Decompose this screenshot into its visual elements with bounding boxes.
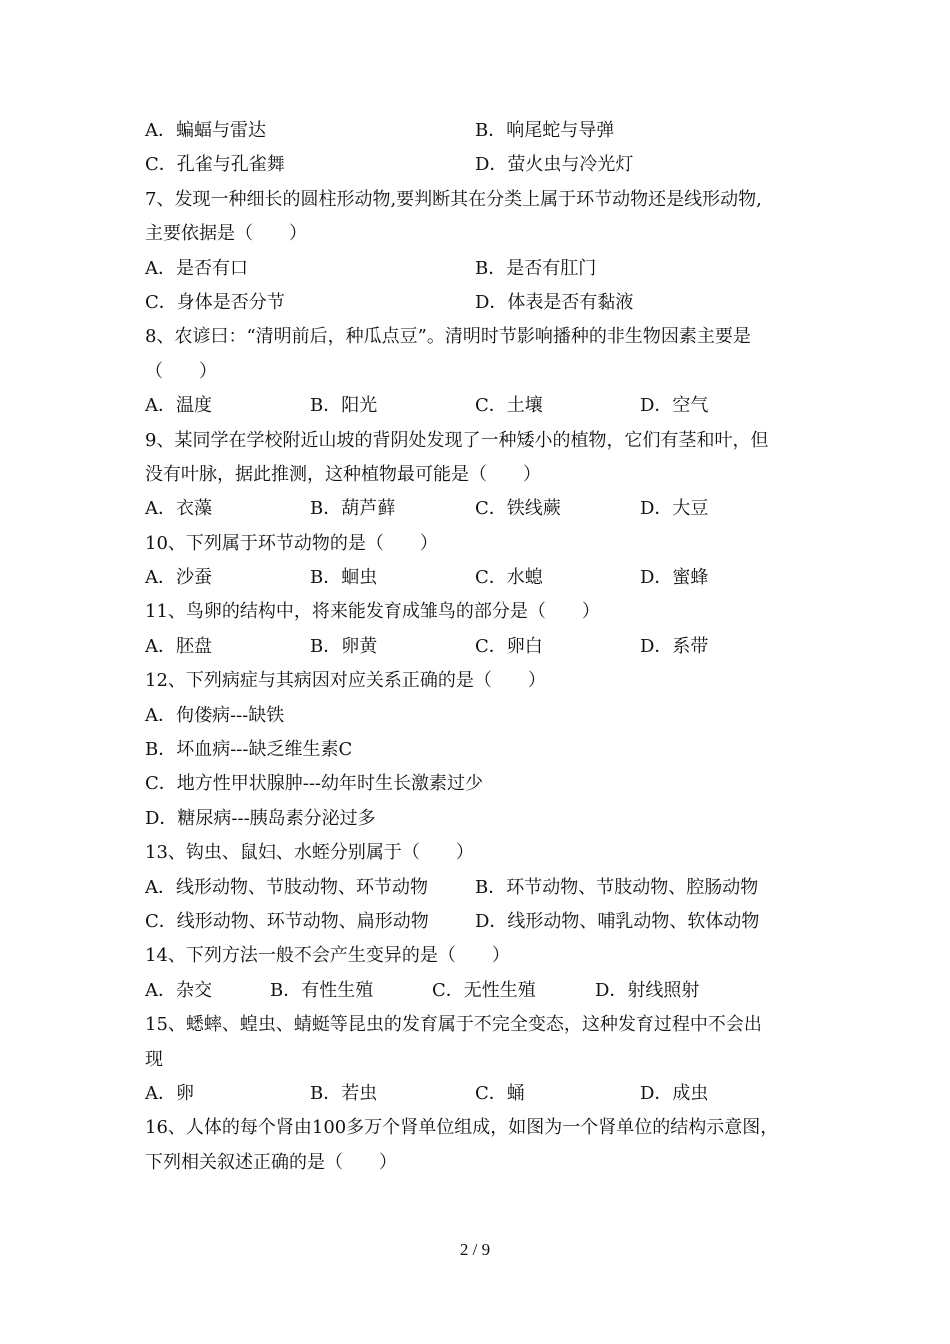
option-a: A．温度: [145, 395, 212, 417]
option-b: D．体表是否有黏液: [475, 291, 634, 313]
options-row: [145, 630, 815, 664]
question-text: 下列相关叙述正确的是（ ）: [145, 1151, 397, 1173]
question-text: 9、某同学在学校附近山坡的背阴处发现了一种矮小的植物，它们有茎和叶，但: [145, 429, 769, 451]
option-a: C．孔雀与孔雀舞: [145, 154, 285, 176]
question-text: C．地方性甲状腺肿---幼年时生长激素过少: [145, 773, 484, 795]
text-line: [145, 939, 815, 973]
option-c: C．卵白: [475, 635, 543, 657]
question-text: 15、蟋蟀、蝗虫、蜻蜓等昆虫的发育属于不完全变态，这种发育过程中不会出: [145, 1014, 762, 1036]
text-line: [145, 664, 815, 698]
options-row: [145, 974, 815, 1008]
option-a: A．蝙蝠与雷达: [145, 120, 266, 141]
option-b: B．蛔虫: [310, 567, 378, 589]
options-row: [145, 286, 815, 320]
question-text: 8、农谚曰：“清明前后，种瓜点豆”。清明时节影响播种的非生物因素主要是: [145, 326, 751, 348]
option-b: B．若虫: [310, 1082, 378, 1104]
text-line: [145, 320, 815, 354]
text-line: [145, 1008, 815, 1042]
question-text: 10、下列属于环节动物的是（ ）: [145, 532, 438, 554]
options-row: [145, 114, 815, 148]
option-b: B．环节动物、节肢动物、腔肠动物: [475, 876, 759, 898]
option-b: B．响尾蛇与导弹: [475, 120, 615, 141]
option-a: A．胚盘: [145, 635, 212, 657]
text-line: [145, 1043, 815, 1077]
option-b: D．线形动物、哺乳动物、软体动物: [475, 910, 760, 932]
options-row: [145, 1077, 815, 1111]
options-row: [145, 492, 815, 526]
option-d: D．系带: [640, 635, 709, 657]
option-a: C．身体是否分节: [145, 291, 285, 313]
option-b: B．有性生殖: [270, 979, 374, 1001]
option-c: C．蛹: [475, 1082, 525, 1104]
text-line: [145, 527, 815, 561]
question-text: （ ）: [145, 360, 217, 382]
option-a: A．线形动物、节肢动物、环节动物: [145, 876, 428, 898]
text-line: [145, 217, 815, 251]
question-text: B．坏血病---缺乏维生素C: [145, 739, 353, 761]
options-row: [145, 389, 815, 423]
option-b: B．卵黄: [310, 635, 378, 657]
option-a: C．线形动物、环节动物、扁形动物: [145, 910, 429, 932]
question-text: 没有叶脉，据此推测，这种植物最可能是（ ）: [145, 463, 541, 485]
option-c: C．无性生殖: [432, 979, 536, 1001]
text-line: [145, 802, 815, 836]
option-b: B．是否有肛门: [475, 257, 597, 279]
text-line: [145, 183, 815, 217]
options-row: [145, 871, 815, 905]
question-text: 现: [145, 1048, 163, 1070]
option-c: C．铁线蕨: [475, 498, 561, 520]
option-b: B．阳光: [310, 395, 378, 417]
option-a: A．卵: [145, 1082, 194, 1104]
options-row: [145, 561, 815, 595]
question-text: 16、人体的每个肾由100多万个肾单位组成，如图为一个肾单位的结构示意图，: [145, 1117, 779, 1139]
question-text: 主要依据是（ ）: [145, 223, 307, 245]
question-text: 7、发现一种细长的圆柱形动物,要判断其在分类上属于环节动物还是线形动物,: [145, 188, 762, 210]
text-line: [145, 595, 815, 629]
text-line: [145, 836, 815, 870]
option-a: A．是否有口: [145, 257, 248, 279]
page-number: 2 / 9: [459, 1240, 491, 1259]
question-text: D．糖尿病---胰岛素分泌过多: [145, 807, 376, 829]
text-line: [145, 355, 815, 389]
option-d: D．大豆: [640, 498, 709, 520]
option-b: B．葫芦藓: [310, 498, 396, 520]
text-line: [145, 1111, 815, 1145]
text-line: [145, 733, 815, 767]
option-d: D．射线照射: [595, 979, 700, 1001]
options-row: [145, 252, 815, 286]
text-line: [145, 767, 815, 801]
option-b: D．萤火虫与冷光灯: [475, 154, 634, 176]
options-row: [145, 148, 815, 182]
question-text: 13、钩虫、鼠妇、水蛭分别属于（ ）: [145, 842, 474, 864]
text-line: [145, 699, 815, 733]
question-text: 12、下列病症与其病因对应关系正确的是（ ）: [145, 670, 546, 692]
option-a: A．沙蚕: [145, 567, 212, 589]
text-line: [145, 424, 815, 458]
question-text: 11、鸟卵的结构中，将来能发育成雏鸟的部分是（ ）: [145, 601, 600, 623]
question-text: A．佝偻病---缺铁: [145, 704, 285, 726]
text-line: [145, 458, 815, 492]
question-content: [145, 114, 815, 1180]
option-a: A．衣藻: [145, 498, 212, 520]
option-d: D．蜜蜂: [640, 567, 709, 589]
option-c: C．土壤: [475, 395, 543, 417]
option-d: D．成虫: [640, 1082, 709, 1104]
options-row: [145, 905, 815, 939]
text-line: [145, 1146, 815, 1180]
question-text: 14、下列方法一般不会产生变异的是（ ）: [145, 945, 510, 967]
option-c: C．水螅: [475, 567, 543, 589]
option-d: D．空气: [640, 395, 709, 417]
option-a: A．杂交: [145, 979, 212, 1001]
